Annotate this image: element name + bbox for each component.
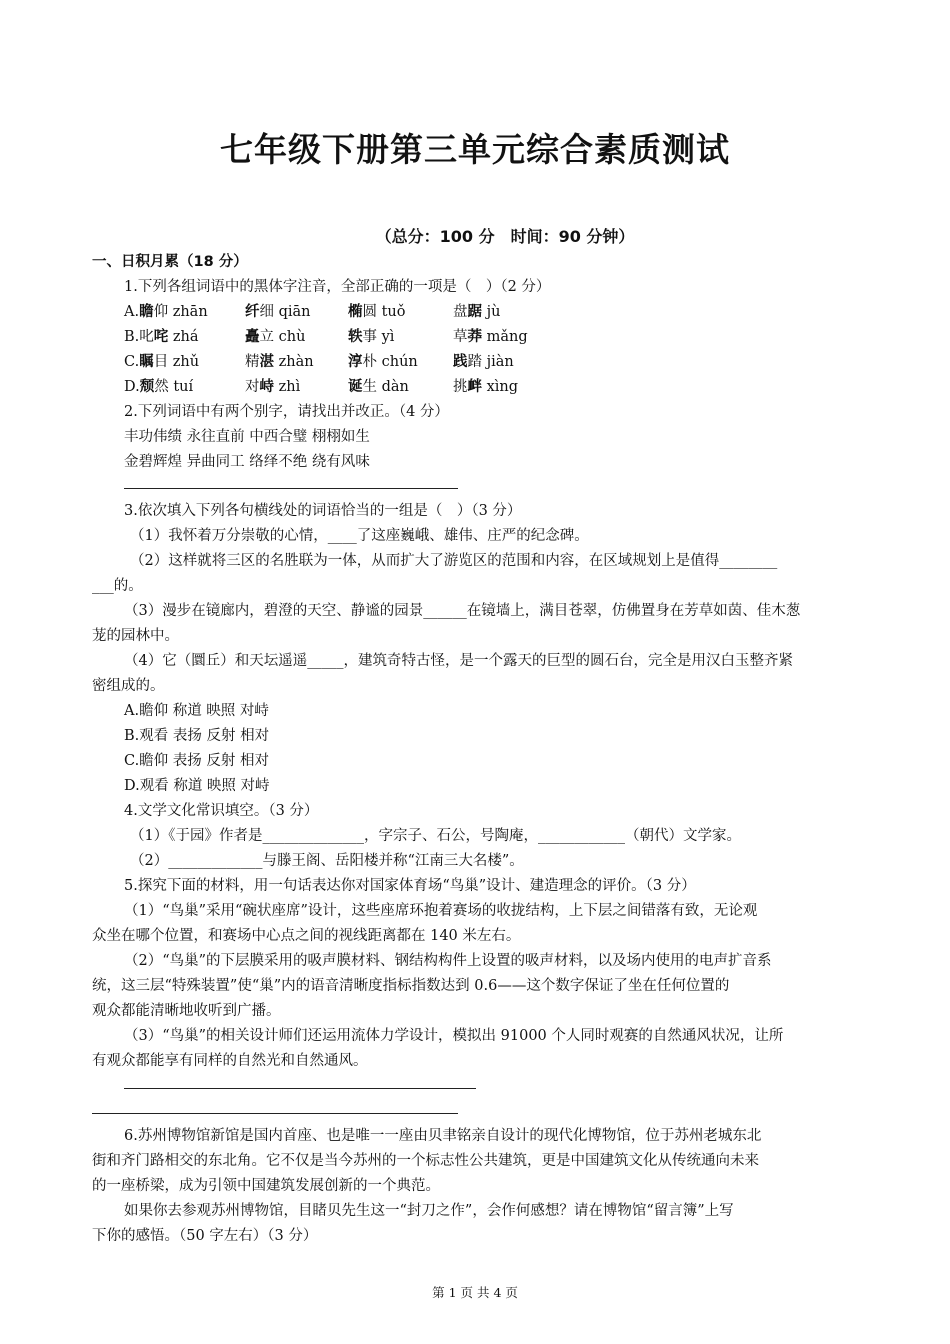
question-5-material-1-cont: 众坐在哪个位置，和赛场中心点之间的视线距离都在 140 米左右。	[92, 928, 521, 944]
bold-character: 峙	[259, 379, 274, 395]
question-4-item-2: （2）_____________与滕王阁、岳阳楼并称“江南三大名楼”。	[130, 853, 524, 869]
page-footer: 第 1 页 共 4 页	[432, 1285, 518, 1300]
question-5-material-3: （3）“鸟巢”的相关设计师们还运用流体力学设计，模拟出 91000 个人同时观赛的自然通风状况，让所	[124, 1028, 784, 1044]
pinyin-option-cell	[124, 375, 193, 396]
question-6-passage-cont2: 的一座桥梁，成为引领中国建筑发展创新的一个典范。	[92, 1178, 440, 1194]
exam-info: （总分：100 分 时间：90 分钟）	[375, 227, 635, 246]
question-6-prompt-cont: 下你的感悟。（50 字左右）（3 分）	[92, 1228, 318, 1244]
question-5-material-1: （1）“鸟巢”采用“碗状座席”设计，这些座席环抱着赛场的收拢结构，上下层之间错落有致，无论观	[124, 903, 758, 919]
bold-character: 矗	[245, 329, 260, 345]
question-4-stem: 4.文学文化常识填空。（3 分）	[124, 803, 319, 819]
bold-character: 湛	[259, 354, 274, 370]
pinyin-option-cell	[453, 300, 500, 321]
question-5-material-3-cont: 有观众都能享有同样的自然光和自然通风。	[92, 1053, 368, 1069]
pinyin-option-cell	[245, 375, 300, 396]
option-text: zhì	[274, 379, 301, 395]
pinyin-option-cell	[348, 375, 409, 396]
pinyin-option-cell	[124, 325, 199, 346]
question-5-stem: 5.探究下面的材料，用一句话表达你对国家体育场“鸟巢”设计、建造理念的评价。（3 分）	[124, 878, 696, 894]
option-text: 对	[245, 379, 260, 395]
question-1-stem: 1.下列各组词语中的黑体字注音，全部正确的一项是（ ）（2 分）	[124, 279, 551, 295]
option-text: B.叱	[124, 329, 154, 345]
answer-line[interactable]	[92, 1113, 458, 1114]
question-6-prompt: 如果你去参观苏州博物馆，目睹贝先生这一“封刀之作”，会作何感想？请在博物馆“留言簿”上写	[124, 1203, 734, 1219]
pinyin-option-cell	[124, 350, 199, 371]
option-text: 生 dàn	[362, 379, 409, 395]
pinyin-option-cell	[453, 325, 528, 346]
question-3-sentence-3-cont: 茏的园林中。	[92, 628, 179, 644]
option-text: 挑	[453, 379, 468, 395]
bold-character: 颓	[139, 379, 155, 395]
pinyin-option-cell	[453, 375, 518, 396]
option-text: 细 qiān	[259, 304, 311, 320]
bold-character: 诞	[348, 379, 363, 395]
question-3-sentence-3: （3）漫步在镜廊内，碧澄的天空、静谧的园景______在镜墙上，满目苍翠，仿佛置身在芳草如茵、佳木葱	[124, 603, 801, 619]
question-3-option-a: A.瞻仰 称道 映照 对峙	[124, 703, 269, 719]
option-text: 立 chù	[259, 329, 306, 345]
pinyin-option-cell	[245, 350, 314, 371]
option-text: 事 yì	[362, 329, 395, 345]
pinyin-option-cell	[453, 350, 514, 371]
option-text: 仰 zhān	[153, 304, 208, 320]
bold-character: 咤	[153, 329, 169, 345]
question-3-option-b: B.观看 表扬 反射 相对	[124, 728, 270, 744]
question-2-words-line-1: 丰功伟绩 永往直前 中西合璧 栩栩如生	[124, 429, 370, 445]
question-3-option-d: D.观看 称道 映照 对峙	[124, 778, 270, 794]
option-text: 精	[245, 354, 260, 370]
bold-character: 淳	[348, 354, 363, 370]
question-3-sentence-1: （1）我怀着万分崇敬的心情，____了这座巍峨、雄伟、庄严的纪念碑。	[130, 528, 589, 544]
question-3-option-c: C.瞻仰 表扬 反射 相对	[124, 753, 270, 769]
question-3-sentence-4-cont: 密组成的。	[92, 678, 165, 694]
option-text: mǎng	[482, 329, 528, 345]
option-text: 盘	[453, 304, 468, 320]
question-6-passage-cont: 街和齐门路相交的东北角。它不仅是当今苏州的一个标志性公共建筑，更是中国建筑文化从传统通向未来	[92, 1153, 759, 1169]
option-text: 草	[453, 329, 468, 345]
bold-character: 衅	[467, 379, 482, 395]
question-3-sentence-4: （4）它（圜丘）和天坛遥遥_____，建筑奇特古怪，是一个露天的巨型的圆石台，完全是用汉白玉整齐紧	[124, 653, 793, 669]
question-5-material-2-cont2: 观众都能清晰地收听到广播。	[92, 1003, 281, 1019]
option-text: 踏 jiàn	[467, 354, 514, 370]
question-6-passage: 6.苏州博物馆新馆是国内首座、也是唯一一座由贝聿铭亲自设计的现代化博物馆，位于苏州老城东北	[124, 1128, 762, 1144]
option-text: A.	[124, 304, 140, 320]
pinyin-option-cell	[348, 300, 406, 321]
section-heading: 一、日积月累（18 分）	[92, 254, 248, 270]
bold-character: 瞩	[139, 354, 154, 370]
option-text: 目 zhǔ	[153, 354, 200, 370]
option-text: xìng	[482, 379, 519, 395]
answer-line[interactable]	[124, 1088, 476, 1089]
option-text: 圆 tuǒ	[362, 304, 406, 320]
question-5-material-2-cont: 统，这三层“特殊装置”使“巢”内的语音清晰度指标指数达到 0.6——这个数字保证了坐在任何位置的	[92, 978, 730, 994]
question-5-material-2: （2）“鸟巢”的下层膜采用的吸声膜材料、钢结构构件上设置的吸声材料，以及场内使用的电声扩音系	[124, 953, 772, 969]
option-text: 朴 chún	[362, 354, 418, 370]
page-title: 七年级下册第三单元综合素质测试	[220, 130, 730, 169]
pinyin-option-cell	[348, 325, 394, 346]
option-text: zhàn	[274, 354, 314, 370]
option-text: C.	[124, 354, 140, 370]
bold-character: 纤	[245, 304, 260, 320]
bold-character: 踞	[467, 304, 482, 320]
question-3-stem: 3.依次填入下列各句横线处的词语恰当的一组是（ ）（3 分）	[124, 503, 522, 519]
pinyin-option-cell	[245, 300, 311, 321]
bold-character: 轶	[348, 329, 363, 345]
bold-character: 莽	[467, 329, 482, 345]
pinyin-option-cell	[245, 325, 305, 346]
answer-line[interactable]	[124, 488, 458, 489]
option-text: jù	[482, 304, 501, 320]
bold-character: 践	[453, 354, 468, 370]
option-text: zhá	[168, 329, 199, 345]
question-4-item-1: （1）《于园》作者是______________，字宗子、石公，号陶庵，____________（朝代）文学家。	[130, 828, 741, 844]
option-text: D.	[124, 379, 140, 395]
option-text: 然 tuí	[154, 379, 194, 395]
question-2-words-line-2: 金碧辉煌 异曲同工 络绎不绝 绕有风味	[124, 454, 370, 470]
bold-character: 瞻	[139, 304, 154, 320]
pinyin-option-cell	[124, 300, 208, 321]
question-3-sentence-2: （2）这样就将三区的名胜联为一体，从而扩大了游览区的范围和内容，在区域规划上是值得________	[130, 553, 778, 569]
pinyin-option-cell	[348, 350, 418, 371]
bold-character: 椭	[348, 304, 363, 320]
question-3-sentence-2-cont: ___的。	[92, 578, 143, 594]
question-2-stem: 2.下列词语中有两个别字，请找出并改正。（4 分）	[124, 404, 449, 420]
